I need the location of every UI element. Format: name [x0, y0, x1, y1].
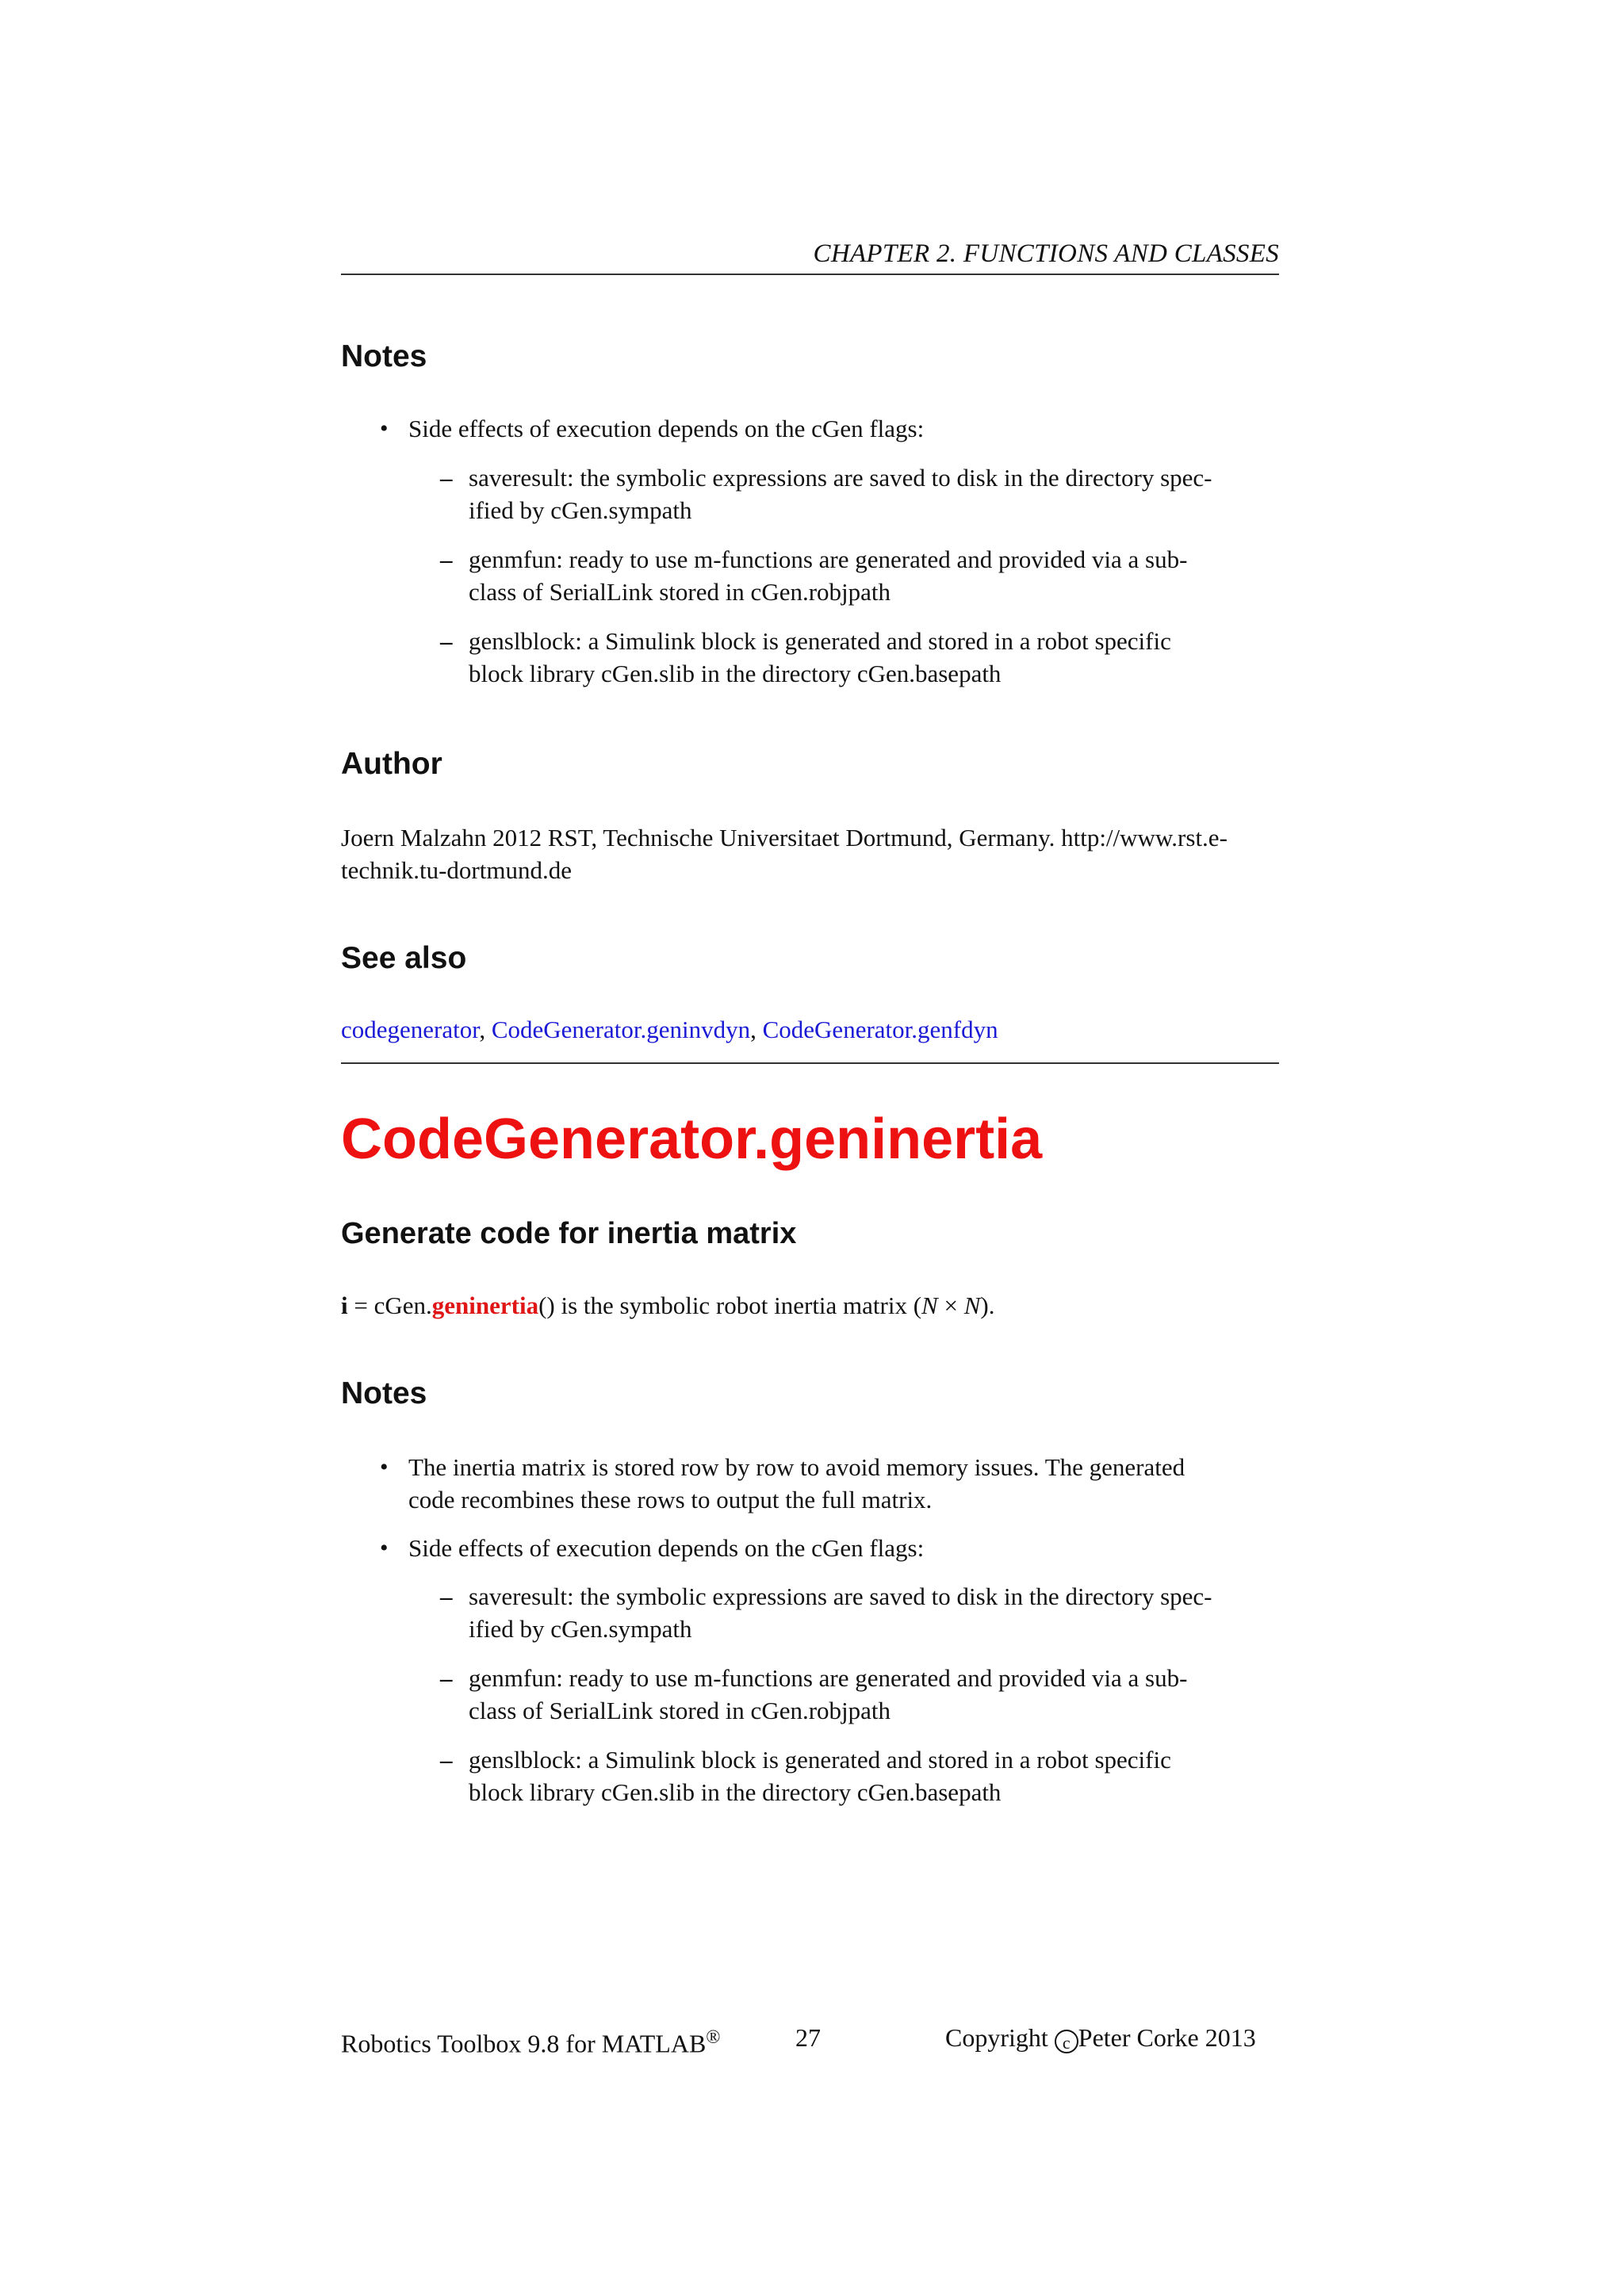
see-also-heading: See also — [341, 941, 467, 975]
list-item — [440, 625, 1279, 690]
list-item — [380, 412, 1279, 445]
copyright-icon: c — [1055, 2030, 1078, 2053]
notes-heading: Notes — [341, 339, 427, 373]
usage-rest: () is the symbolic robot inertia matrix ( — [538, 1292, 922, 1319]
usage-line — [341, 1289, 1316, 1322]
dash-icon: – — [440, 1664, 453, 1692]
copyright-prefix: Copyright — [945, 2023, 1055, 2052]
author-heading: Author — [341, 747, 442, 781]
item-line: The inertia matrix is stored row by row to avoid memory issues. The generated — [408, 1453, 1185, 1481]
footer-copyright — [945, 2022, 1256, 2053]
item-line: ified by cGen.sympath — [469, 1615, 692, 1643]
running-header: CHAPTER 2. FUNCTIONS AND CLASSES — [813, 239, 1279, 268]
usage-func: geninertia — [431, 1292, 539, 1319]
item-line: genslblock: a Simulink block is generated and stored in a robot specific — [469, 627, 1171, 655]
link-codegenerator[interactable]: codegenerator — [341, 1016, 480, 1043]
math-times: × — [937, 1292, 964, 1319]
author-line: Joern Malzahn 2012 RST, Technische Universitaet Dortmund, Germany. http://www.rst.e- — [341, 824, 1228, 851]
math-n: N — [921, 1292, 938, 1319]
section-rule — [341, 1062, 1279, 1064]
item-line: genmfun: ready to use m-functions are generated and provided via a sub- — [469, 545, 1188, 573]
item-line: saveresult: the symbolic expressions are saved to disk in the directory spec- — [469, 464, 1212, 492]
page-number: 27 — [795, 2023, 821, 2052]
list-item — [440, 1662, 1279, 1727]
link-geninvdyn[interactable]: CodeGenerator.geninvdyn — [491, 1016, 751, 1043]
bullet-icon: • — [380, 1535, 389, 1561]
item-line: ified by cGen.sympath — [469, 496, 692, 524]
usage-eq: = cGen. — [347, 1292, 432, 1319]
bullet-icon: • — [380, 415, 389, 442]
author-paragraph — [341, 821, 1316, 886]
dash-icon: – — [440, 464, 453, 492]
separator: , — [750, 1016, 763, 1043]
usage-close: ). — [980, 1292, 995, 1319]
function-title: CodeGenerator.geninertia — [341, 1108, 1043, 1171]
dash-icon: – — [440, 1746, 453, 1774]
list-item — [440, 543, 1279, 608]
list-item — [440, 1580, 1279, 1645]
item-line: saveresult: the symbolic expressions are saved to disk in the directory spec- — [469, 1582, 1212, 1610]
usage-var: i — [341, 1292, 348, 1319]
item-line: block library cGen.slib in the directory cGen.basepath — [469, 660, 1002, 687]
link-genfdyn[interactable]: CodeGenerator.genfdyn — [762, 1016, 998, 1043]
item-line: code recombines these rows to output the full matrix. — [408, 1486, 933, 1513]
item-line: Side effects of execution depends on the cGen flags: — [408, 1534, 925, 1562]
separator: , — [479, 1016, 492, 1043]
footer-left — [341, 2022, 721, 2060]
list-item — [380, 1532, 1279, 1564]
dash-icon: – — [440, 545, 453, 573]
list-item — [380, 1451, 1279, 1516]
item-line: genslblock: a Simulink block is generated and stored in a robot specific — [469, 1746, 1171, 1774]
item-line: genmfun: ready to use m-functions are generated and provided via a sub- — [469, 1664, 1188, 1692]
dash-icon: – — [440, 627, 453, 655]
copyright-holder: Peter Corke 2013 — [1078, 2023, 1256, 2052]
math-n: N — [963, 1292, 981, 1319]
item-line: class of SerialLink stored in cGen.robjpath — [469, 578, 891, 606]
footer-title: Robotics Toolbox 9.8 for MATLAB — [341, 2029, 707, 2058]
bullet-icon: • — [380, 1454, 389, 1480]
notes-heading: Notes — [341, 1376, 427, 1410]
author-line: technik.tu-dortmund.de — [341, 856, 572, 884]
list-item — [440, 1743, 1279, 1808]
dash-icon: – — [440, 1582, 453, 1610]
list-item — [440, 461, 1279, 526]
item-line: class of SerialLink stored in cGen.robjpath — [469, 1697, 891, 1724]
header-rule — [341, 274, 1279, 275]
item-line: block library cGen.slib in the directory cGen.basepath — [469, 1778, 1002, 1806]
registered-icon: ® — [706, 2027, 721, 2048]
bullet-text: Side effects of execution depends on the cGen flags: — [408, 415, 925, 442]
function-subtitle: Generate code for inertia matrix — [341, 1217, 797, 1250]
see-also-links — [341, 1013, 1316, 1046]
